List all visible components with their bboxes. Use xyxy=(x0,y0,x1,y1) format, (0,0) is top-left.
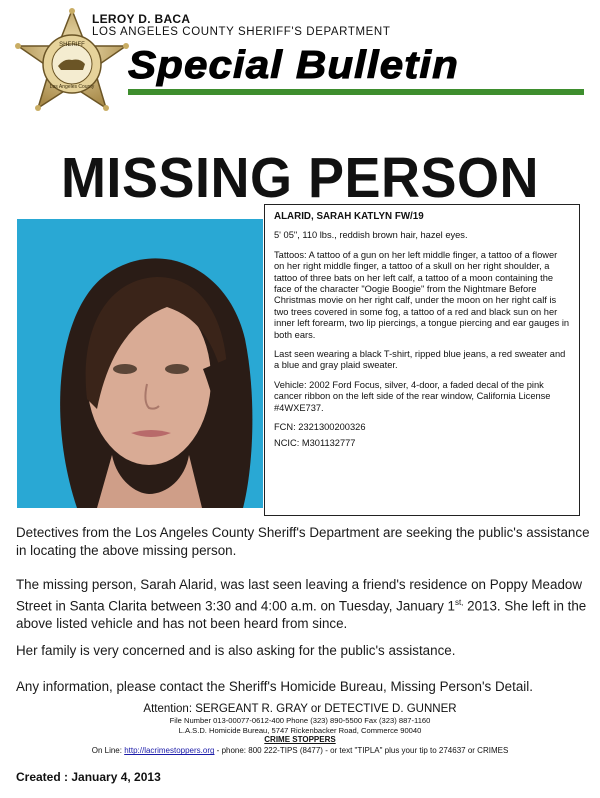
ordinal-suffix: st, xyxy=(454,598,464,607)
body-paragraph-1: Detectives from the Los Angeles County Sheriff's Department are seeking the public's assistance in locating the above missing person. xyxy=(16,525,590,558)
body-paragraph-4: Any information, please contact the Sheriff's Homicide Bureau, Missing Person's Detail. xyxy=(16,679,533,694)
person-name: ALARID, SARAH KATLYN FW/19 xyxy=(274,211,424,222)
contact-block xyxy=(0,702,600,757)
badge-text-bottom: Los Angeles County xyxy=(49,84,95,90)
online-line xyxy=(0,745,600,757)
physical-description: 5' 05", 110 lbs., reddish brown hair, hazel eyes. xyxy=(274,230,468,241)
body-paragraph-2-text-a: The missing person, Sarah Alarid, was last seen leaving a friend's residence on Poppy Meadow Street in Santa Clarita between 3:30 and 4:00 a.m. on Tuesday, January 1 xyxy=(16,577,583,614)
crime-stoppers-heading: CRIME STOPPERS xyxy=(264,735,336,745)
department-name: LOS ANGELES COUNTY SHERIFF'S DEPARTMENT xyxy=(92,26,391,38)
address-line: L.A.S.D. Homicide Bureau, 5747 Rickenbacker Road, Commerce 90040 xyxy=(178,725,422,735)
info-box xyxy=(264,204,580,516)
online-prefix: On Line: xyxy=(91,746,125,756)
crime-stoppers-link[interactable]: http://lacrimestoppers.org xyxy=(124,746,215,756)
body-paragraph-2-text-b: 2013. She left in the above listed vehicle and has not been heard from since. xyxy=(16,598,587,632)
sheriff-name: LEROY D. BACA xyxy=(92,12,191,26)
body-paragraph-3: Her family is very concerned and is also asking for the public's assistance. xyxy=(16,643,456,658)
last-seen-description: Last seen wearing a black T-shirt, ripped blue jeans, a red sweater and a blue and gray plaid sweater. xyxy=(274,349,566,371)
badge-text-top: SHERIFF xyxy=(59,42,85,48)
page-title: MISSING PERSON xyxy=(60,146,540,210)
bulletin-title: Special Bulletin xyxy=(128,44,459,87)
fcn-number: FCN: 2321300200326 xyxy=(274,422,366,433)
vehicle-description: Vehicle: 2002 Ford Focus, silver, 4-door, a faded decal of the pink cancer ribbon on the left side of the rear window, California License #4WXE737. xyxy=(274,379,551,413)
tattoos-description: Tattoos: A tattoo of a gun on her left middle finger, a tattoo of a flower on her right middle finger, a tattoo of a skull on her right shoulder, a tattoo of three bats on her left calf, a tattoo of a moon containing the face of the character "Oogie Boogie" from the Nightmare Before Christmas movie on her right calf, under the moon on her right calf is two trees covered in some fog, a tattoo of a red and black sun on her inner left forearm, two lip piercings, a tongue piercing and ear gauges in both ears. xyxy=(274,249,570,340)
online-suffix: - phone: 800 222-TIPS (8477) - or text "TIPLA" plus your tip to 274637 or CRIMES xyxy=(214,746,509,756)
missing-person-photo xyxy=(17,219,263,508)
body-paragraph-2 xyxy=(16,576,590,633)
created-date: Created : January 4, 2013 xyxy=(16,770,161,784)
attention-line: Attention: SERGEANT R. GRAY or DETECTIVE D. GUNNER xyxy=(143,703,457,715)
header-rule xyxy=(128,89,584,95)
file-number-line: File Number 013-00077-0612-400 Phone (323) 890-5500 Fax (323) 887-1160 xyxy=(169,716,431,725)
ncic-number: NCIC: M301132777 xyxy=(274,437,356,448)
